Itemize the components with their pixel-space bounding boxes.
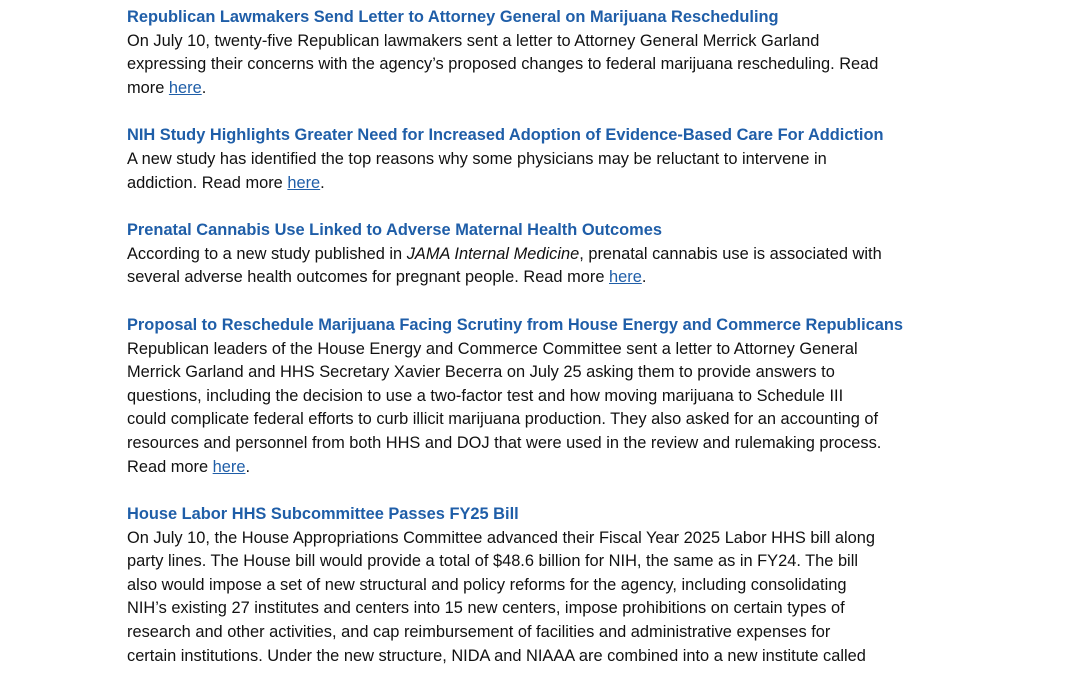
- read-more-text: more: [127, 78, 169, 97]
- article-headline-link[interactable]: Republican Lawmakers Send Letter to Attorney General on Marijuana Rescheduling: [127, 8, 779, 26]
- read-more-text: Read more: [127, 457, 213, 476]
- document-page: [127, 6, 967, 692]
- body-line: On July 10, twenty-five Republican lawmakers sent a letter to Attorney General Merrick Garland: [127, 31, 820, 50]
- period: .: [245, 457, 251, 476]
- body-line-last: [127, 77, 967, 101]
- read-more-text: several adverse health outcomes for pregnant people. Read more: [127, 268, 609, 287]
- article-body: [127, 527, 967, 669]
- article-body: [127, 243, 967, 290]
- news-article: [127, 219, 967, 290]
- period: .: [320, 173, 325, 192]
- body-line: A new study has identified the top reasons why some physicians may be reluctant to intervene in: [127, 149, 827, 168]
- article-body: [127, 30, 967, 101]
- body-text: According to a new study published in: [127, 244, 407, 263]
- article-headline-link[interactable]: Proposal to Reschedule Marijuana Facing Scrutiny from House Energy and Commerce Republicans: [127, 315, 904, 334]
- article-headline-link[interactable]: Prenatal Cannabis Use Linked to Adverse Maternal Health Outcomes: [127, 221, 662, 240]
- read-more-link[interactable]: here: [168, 78, 202, 97]
- body-line-last: [127, 172, 967, 196]
- body-line: Republican leaders of the House Energy and Commerce Committee sent a letter to Attorney General: [127, 339, 858, 358]
- read-more-link[interactable]: here: [212, 457, 246, 476]
- body-line: research and other activities, and cap reimbursement of facilities and administrative expenses for: [127, 623, 831, 642]
- body-line: NIH’s existing 27 institutes and centers into 15 new centers, impose prohibitions on certain types of: [127, 599, 845, 618]
- body-line: also would impose a set of new structural and policy reforms for the agency, including consolidating: [127, 575, 847, 594]
- body-text: , prenatal cannabis use is associated with: [579, 244, 882, 263]
- body-line: expressing their concerns with the agency’s proposed changes to federal marijuana rescheduling. Read: [127, 55, 879, 74]
- article-body: [127, 148, 967, 195]
- period: .: [641, 268, 647, 287]
- body-line: party lines. The House bill would provide a total of $48.6 billion for NIH, the same as in FY24. The bill: [127, 552, 858, 571]
- news-article: [127, 6, 967, 100]
- body-line: On July 10, the House Appropriations Committee advanced their Fiscal Year 2025 Labor HHS bill along: [127, 528, 876, 547]
- news-article: [127, 314, 967, 479]
- article-body: [127, 338, 967, 480]
- news-article: [127, 503, 967, 668]
- body-line: could complicate federal efforts to curb illicit marijuana production. They also asked for an accounting of: [127, 410, 879, 429]
- journal-title: JAMA Internal Medicine: [406, 244, 580, 263]
- body-line: [127, 243, 967, 267]
- news-article: [127, 124, 967, 195]
- body-line: certain institutions. Under the new structure, NIDA and NIAAA are combined into a new institute called: [127, 646, 866, 665]
- body-line: questions, including the decision to use a two-factor test and how moving marijuana to Schedule III: [127, 386, 844, 405]
- body-line: Merrick Garland and HHS Secretary Xavier Becerra on July 25 asking them to provide answers to: [127, 363, 835, 382]
- body-line-last: [127, 266, 967, 290]
- body-line: resources and personnel from both HHS and DOJ that were used in the review and rulemaking process.: [127, 433, 882, 452]
- article-headline-link[interactable]: House Labor HHS Subcommittee Passes FY25 Bill: [127, 505, 519, 524]
- read-more-link[interactable]: here: [287, 173, 321, 192]
- read-more-link[interactable]: here: [609, 268, 642, 287]
- article-headline-link[interactable]: NIH Study Highlights Greater Need for Increased Adoption of Evidence-Based Care For Addiction: [127, 126, 884, 145]
- period: .: [201, 78, 207, 97]
- body-line-last: [127, 456, 967, 480]
- read-more-text: addiction. Read more: [127, 173, 288, 192]
